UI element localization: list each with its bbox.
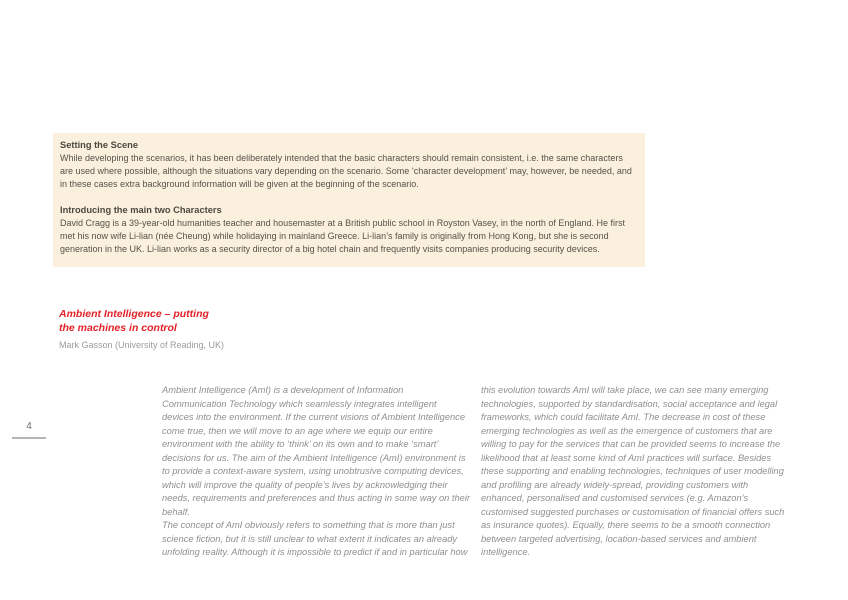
article-title-line1: Ambient Intelligence – putting [59,308,209,320]
page-number: 4 [12,421,46,439]
body-left-paragraph-1: Ambient Intelligence (AmI) is a development of Information Communication Technology which seamlessly integrates intelligent devices into the environment. If the current visions of Ambient Intelligence come true, then we will move to an age where we equip our entire environment with the ability to ‘think’ on its own and to make ‘smart’ decisions for us. The aim of the Ambient Intelligence (AmI) environment is to provide a context-aware system, using unobtrusive computing devices, which will improve the quality of people’s lives by acknowledging their needs, requirements and preferences and thus acting in some way on their behalf. [162,385,471,517]
scene-section-characters [60,204,637,256]
scene-body-main-characters: David Cragg is a 39-year-old humanities teacher and housemaster at a British public school in Royston Vasey, in the north of England. He first met his now wife Li-lian (née Cheung) while holidaying in mainland Greece. Li-lian’s family is originally from Hong Kong, but she is second generation in the UK. Li-lian works as a security director of a big hotel chain and frequently visits companies producing security devices. [60,218,625,254]
body-column-left [162,384,470,560]
body-left-paragraph-2: The concept of AmI obviously refers to something that is more than just science fiction, but it is still unclear to what extent it indicates an already unfolding reality. Although it is impossible to predict if and in particular how [162,520,468,557]
scene-callout-box [53,133,645,267]
article-author: Mark Gasson (University of Reading, UK) [59,340,225,350]
body-right-paragraph-1: this evolution towards AmI will take place, we can see many emerging technologies, supported by standardisation, social acceptance and legal frameworks, which could facilitate AmI. The decrease in cost of these emerging technologies as well as the emergence of customers that are willing to pay for the services that can be provided seems to increase the likelihood that at least some kind of AmI practices will surface. Besides these supporting and enabling technologies, techniques of user modelling and profiling are already widely-spread, providing customers with enhanced, personalised and customised services (e.g. Amazon’s customised suggested purchases or customisation of financial offers such as insurance quotes). Equally, there seems to be a smooth connection between targeted advertising, location-based services and ambient intelligence. [481,385,785,557]
scene-section-setting [60,139,637,191]
scene-heading-main-characters: Introducing the main two Characters [60,205,222,215]
scene-body-setting-the-scene: While developing the scenarios, it has been deliberately intended that the basic characters should remain consistent, i.e. the same characters are used where possible, although the situations vary depending on the scenario. Some ‘character development’ may, however, be needed, and in these cases extra background information will be given at the beginning of the scenario. [60,153,632,189]
scene-heading-setting-the-scene: Setting the Scene [60,140,139,150]
body-column-right [481,384,793,560]
article-title-line2: the machines in control [59,321,177,334]
article-title [59,308,209,335]
